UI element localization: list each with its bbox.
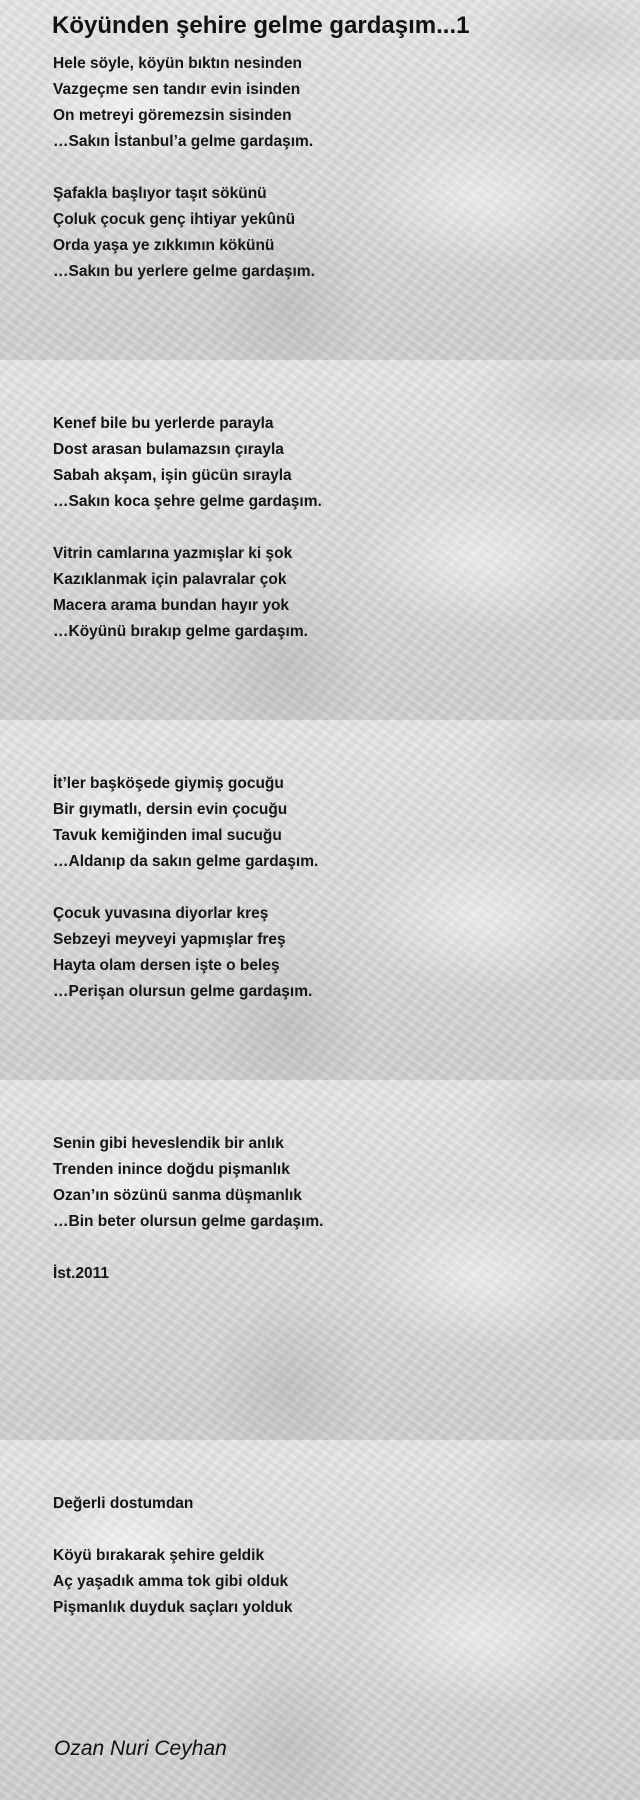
stanza: [53, 1491, 193, 1517]
poem-line: Aç yaşadık amma tok gibi olduk: [53, 1573, 289, 1590]
poem-line: Senin gibi heveslendik bir anlık: [53, 1135, 284, 1152]
poem-panel-2: [0, 360, 640, 720]
poem-line: Çoluk çocuk genç ihtiyar yekûnü: [53, 211, 296, 228]
poem-line: Orda yaşa ye zıkkımın kökünü: [53, 237, 275, 254]
poem-panel-1: [0, 0, 640, 360]
poem-line: Vitrin camlarına yazmışlar ki şok: [53, 545, 293, 562]
stanza: [53, 411, 322, 515]
poem-line: Tavuk kemiğinden imal sucuğu: [53, 827, 282, 844]
poem-line: Kazıklanmak için palavralar çok: [53, 571, 287, 588]
poem-line: Hele söyle, köyün bıktın nesinden: [53, 55, 302, 72]
poem-line: …Sakın İstanbul’a gelme gardaşım.: [53, 133, 314, 150]
poem-line: …Sakın koca şehre gelme gardaşım.: [53, 493, 322, 510]
poem-panel-3: [0, 720, 640, 1080]
poem-line: Sebzeyi meyveyi yapmışlar freş: [53, 931, 286, 948]
poem-panel-4: [0, 1080, 640, 1440]
stanza: [53, 771, 318, 875]
poem-line: …Köyünü bırakıp gelme gardaşım.: [53, 623, 308, 640]
poem-line: …Aldanıp da sakın gelme gardaşım.: [53, 853, 319, 870]
poem-line: Trenden inince doğdu pişmanlık: [53, 1161, 290, 1178]
poem-line: Kenef bile bu yerlerde parayla: [53, 415, 274, 432]
stanza: [53, 51, 313, 155]
stanza: [53, 1543, 292, 1621]
poem-line: On metreyi göremezsin sisinden: [53, 107, 292, 124]
poem-line: Vazgeçme sen tandır evin isinden: [53, 81, 301, 98]
author-name: Ozan Nuri Ceyhan: [54, 1737, 227, 1760]
poem-line: Macera arama bundan hayır yok: [53, 597, 290, 614]
poem-line: Değerli dostumdan: [53, 1495, 194, 1512]
stanza: [53, 901, 312, 1005]
poem-panel-5: [0, 1440, 640, 1800]
poem-line: Sabah akşam, işin gücün sırayla: [53, 467, 292, 484]
poem-line: Çocuk yuvasına diyorlar kreş: [53, 905, 269, 922]
poem-line: Şafakla başlıyor taşıt sökünü: [53, 185, 267, 202]
poem-line: Köyü bırakarak şehire geldik: [53, 1547, 265, 1564]
poem-line: Ozan’ın sözünü sanma düşmanlık: [53, 1187, 302, 1204]
poem-line: …Perişan olursun gelme gardaşım.: [53, 983, 313, 1000]
poem-date: İst.2011: [53, 1265, 110, 1282]
stanza: [53, 1131, 323, 1235]
stanza: [53, 181, 315, 285]
poem-line: Hayta olam dersen işte o beleş: [53, 957, 280, 974]
poem-line: …Sakın bu yerlere gelme gardaşım.: [53, 263, 315, 280]
poem-line: Dost arasan bulamazsın çırayla: [53, 441, 284, 458]
poem-line: Pişmanlık duyduk saçları yolduk: [53, 1599, 293, 1616]
poem-line: Bir gıymatlı, dersin evin çocuğu: [53, 801, 288, 818]
stanza: [53, 541, 308, 645]
poem-line: …Bin beter olursun gelme gardaşım.: [53, 1213, 324, 1230]
poem-title: Köyünden şehire gelme gardaşım...1: [52, 12, 470, 39]
stanza: [53, 1261, 109, 1287]
poem-line: İt’ler başköşede giymiş gocuğu: [53, 775, 284, 792]
